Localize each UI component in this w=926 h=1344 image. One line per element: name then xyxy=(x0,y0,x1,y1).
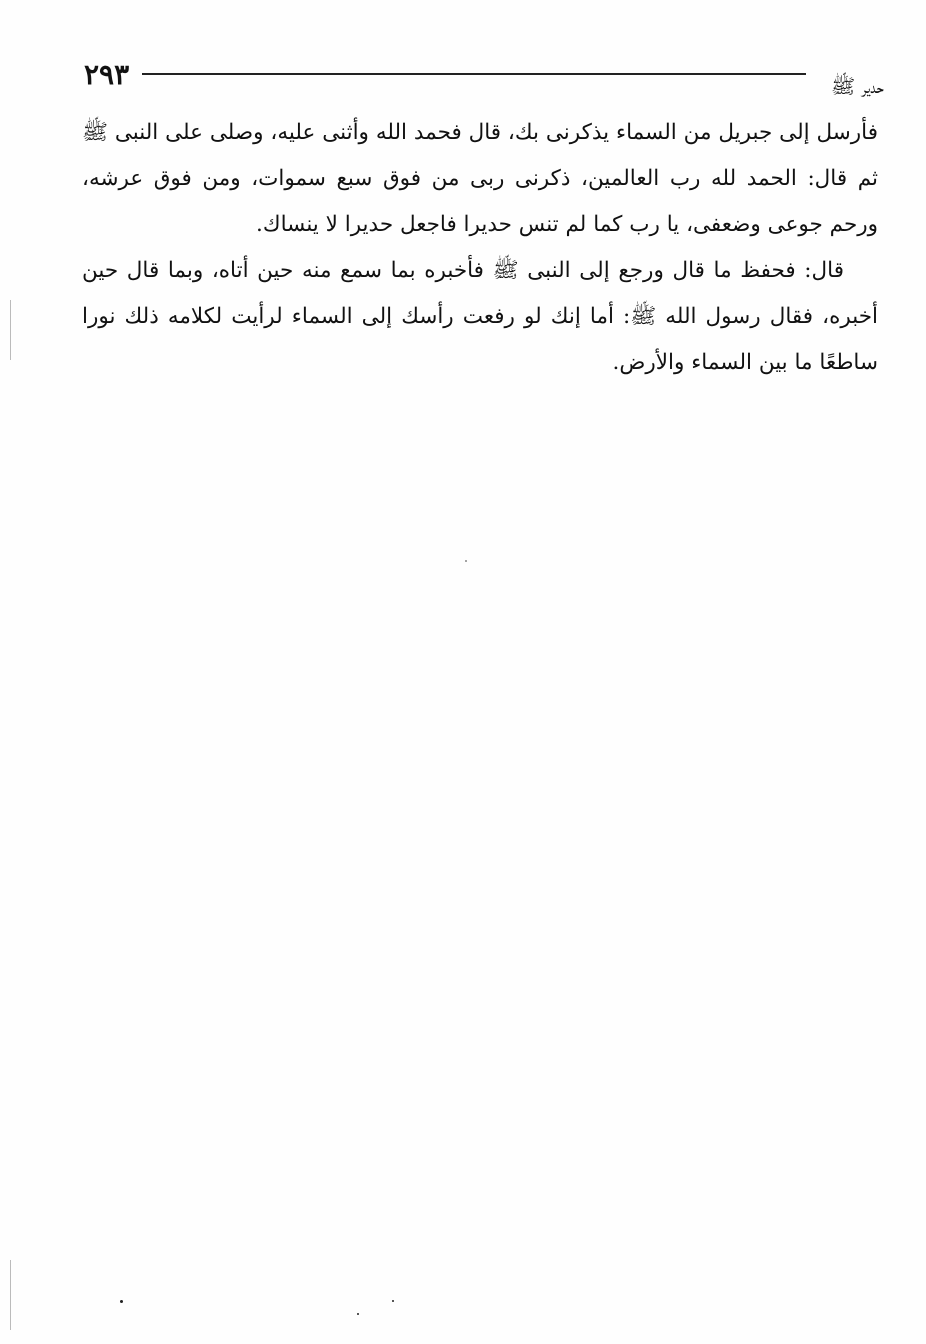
page-header xyxy=(84,58,884,98)
scan-edge-mark xyxy=(10,1260,11,1330)
scan-speck xyxy=(357,1313,359,1315)
page-number: ٢٩٣ xyxy=(84,58,130,91)
scan-speck xyxy=(465,560,467,562)
paragraph: قال: فحفظ ما قال ورجع إلى النبى ﷺ فأخبره بما سمع منه حين أتاه، وبما قال حين أخبره، فقال رسول الله ﷺ: أما إنك لو رفعت رأسك إلى السماء لرأيت لكلامه ذلك نورا ساطعًا ما بين السماء والأرض. xyxy=(82,258,878,375)
scan-edge-mark xyxy=(10,300,11,360)
header-rule xyxy=(142,73,806,75)
body-text xyxy=(82,110,878,386)
running-title: حدير ﷺ xyxy=(830,74,884,98)
paragraph: فأرسل إلى جبريل من السماء يذكرنى بك، قال فحمد الله وأثنى عليه، وصلى على النبى ﷺ ثم قال: الحمد لله رب العالمين، ذكرنى ربى من فوق سبع سموات، ومن فوق عرشه، ورحم جوعى وضعفى، يا رب كما لم تنس حديرا فاجعل حديرا لا ينساك. xyxy=(82,120,878,237)
scan-speck xyxy=(120,1300,123,1303)
scan-speck xyxy=(392,1300,394,1302)
